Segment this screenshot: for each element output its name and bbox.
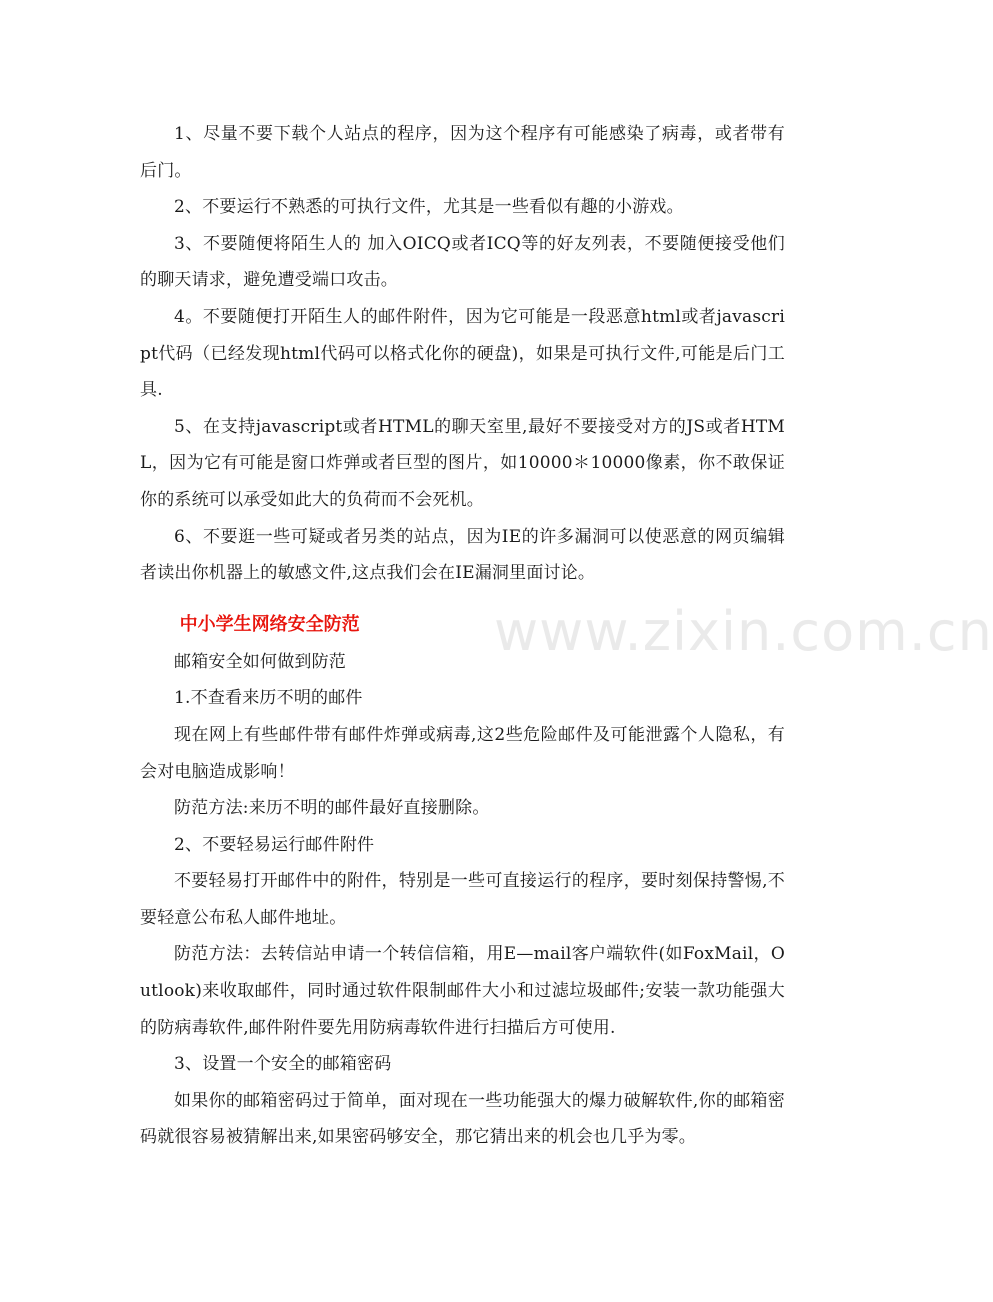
paragraph-tip-5: 5、在支持javascript或者HTML的聊天室里,最好不要接受对方的JS或者HTML，因为它有可能是窗口炸弹或者巨型的图片，如10000＊10000像素，你不敢保证你的系统可以承受如此大的负荷而不会死机。 xyxy=(140,416,785,510)
paragraph-method-1: 防范方法:来历不明的邮件最好直接删除。 xyxy=(174,798,490,819)
section-heading: 中小学生网络安全防范 xyxy=(179,613,360,635)
paragraph-tip-3: 3、不要随便将陌生人的 加入OICQ或者ICQ等的好友列表，不要随便接受他们的聊天请求，避免遭受端口攻击。 xyxy=(140,233,785,291)
watermark: www.zixin.com.cn xyxy=(494,600,993,663)
paragraph-email-1: 现在网上有些邮件带有邮件炸弹或病毒,这2些危险邮件及可能泄露个人隐私，有会对电脑造成影响！ xyxy=(140,724,785,782)
item-heading-2: 2、不要轻易运行邮件附件 xyxy=(174,834,375,855)
paragraph-method-2: 防范方法：去转信站申请一个转信信箱，用E—mail客户端软件(如FoxMail，Outlook)来收取邮件，同时通过软件限制邮件大小和过滤垃圾邮件;安装一款功能强大的防病毒软件,邮件附件要先用防病毒软件进行扫描后方可使用. xyxy=(140,944,785,1038)
paragraph-tip-6: 6、不要逛一些可疑或者另类的站点，因为IE的许多漏洞可以使恶意的网页编辑者读出你机器上的敏感文件,这点我们会在IE漏洞里面讨论。 xyxy=(140,526,785,584)
paragraph-tip-2: 2、不要运行不熟悉的可执行文件，尤其是一些看似有趣的小游戏。 xyxy=(174,197,684,218)
paragraph-email-2: 不要轻易打开邮件中的附件，特别是一些可直接运行的程序，要时刻保持警惕,不要轻意公布私人邮件地址。 xyxy=(140,871,785,928)
item-heading-3: 3、设置一个安全的邮箱密码 xyxy=(174,1054,392,1075)
paragraph-email-3: 如果你的邮箱密码过于简单，面对现在一些功能强大的爆力破解软件,你的邮箱密码就很容易被猜解出来,如果密码够安全，那它猜出来的机会也几乎为零。 xyxy=(140,1090,785,1148)
document-body xyxy=(140,116,785,1156)
paragraph-tip-1: 1、尽量不要下载个人站点的程序，因为这个程序有可能感染了病毒，或者带有后门。 xyxy=(140,124,785,181)
subheading-email-security: 邮箱安全如何做到防范 xyxy=(174,651,346,672)
paragraph-tip-4: 4。不要随便打开陌生人的邮件附件，因为它可能是一段恶意html或者javascript代码（已经发现html代码可以格式化你的硬盘)，如果是可执行文件,可能是后门工具. xyxy=(140,306,785,401)
item-heading-1: 1.不查看来历不明的邮件 xyxy=(174,688,363,709)
